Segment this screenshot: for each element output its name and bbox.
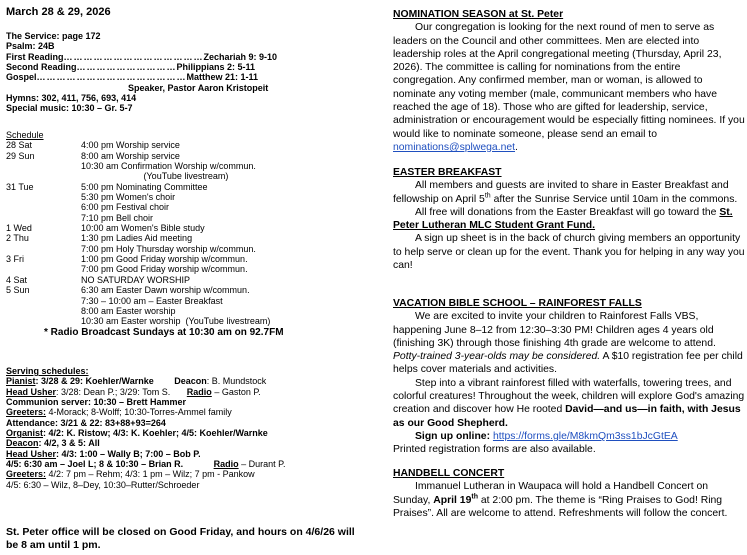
head-usher-line: Head Usher: 3/28: Dean P.; 3/29: Tom S. Radio – Gaston P.	[6, 386, 261, 397]
handbell-text: Immanuel Lutheran in Waupaca will hold a Handbell Concert on Sunday, April 19th at 2:00 pm. The theme is “Ring Praises to God! Ring Praises”. All are welcome to attend. Refreshments will follow the concert.	[393, 481, 728, 519]
grant-fund: St. Peter Lutheran MLC Student Grant Fund.	[393, 206, 733, 232]
communion-server: Communion server: 10:30 – Brett Hammer	[6, 397, 187, 408]
special-music: Special music: 10:30 – Gr. 5-7	[6, 103, 133, 114]
schedule-row	[6, 161, 356, 171]
schedule-event: 10:00 am Women's Bible study	[81, 223, 205, 234]
schedule-row	[6, 275, 356, 285]
schedule-event: 5:30 pm Women's choir	[81, 192, 176, 203]
schedule-day: 29 Sun	[6, 150, 35, 161]
schedule-row	[6, 223, 356, 233]
greeters-easter-line: 4/5: 6:30 – Wilz, 8–Dey, 10:30–Rutter/Schroeder	[6, 479, 200, 490]
schedule-event: 7:00 pm Good Friday worship w/commun.	[81, 264, 248, 275]
schedule-event: 7:30 – 10:00 am – Easter Breakfast	[81, 295, 223, 306]
schedule-day	[6, 161, 81, 171]
schedule-row	[6, 140, 356, 150]
schedule-day: 31 Tue	[6, 181, 34, 192]
schedule-day	[6, 296, 81, 306]
schedule-event: 1:00 pm Good Friday worship w/commun.	[81, 254, 248, 265]
reading-gospel: Gospel ……………………………………… Matthew 21: 1-11	[6, 72, 259, 83]
handbell-section	[393, 467, 745, 520]
schedule-row	[6, 285, 356, 295]
easter-p3: A sign up sheet is in the back of church giving members an opportunity to help serve or clean up for the event. Thank you for helping in any way you can!	[393, 233, 745, 272]
schedule-day	[6, 316, 81, 326]
easter-p1: All members and guests are invited to share in Easter Breakfast and fellowship on April 5th after the Sunrise Service until 10am in the commons.	[393, 180, 738, 205]
schedule-day: 2 Thu	[6, 233, 29, 244]
schedule-label: Schedule	[6, 130, 44, 140]
handbell-title: HANDBELL CONCERT	[393, 468, 505, 479]
schedule-row	[6, 182, 356, 192]
schedule-day	[6, 192, 81, 202]
serving-label: Serving schedules:	[6, 366, 89, 376]
vbs-p2: Step into a vibrant rainforest filled with waterfalls, towering trees, and colorful creatures! Throughout the week, children will explore God's amazing creation and discover how He rooted David—and us—in faith, with Jesus as our Good Shepherd.	[393, 377, 745, 429]
organist-line: Organist: 4/2: K. Ristow; 4/3: K. Koehler; 4/5: Koehler/Warnke	[6, 428, 268, 439]
radio-broadcast: * Radio Broadcast Sundays at 10:30 am on 92.7FM	[44, 326, 284, 338]
vbs-p1: We are excited to invite your children to Rainforest Falls VBS, happening June 8–12 from 12:30–3:30 PM! Children ages 4 years old (finishing 3K) through those finishing 4th grade are welcome to attend. Potty-trained 3-year-olds may be considered. A $10 registration fee per child helps cover materials and activities.	[393, 311, 743, 376]
vbs-signup-link[interactable]: https://forms.gle/M8kmQm3ss1bJcGtEA	[492, 430, 678, 442]
bulletin-date: March 28 & 29, 2026	[6, 6, 111, 18]
schedule-event: 1:30 pm Ladies Aid meeting	[81, 233, 193, 244]
schedule-event: 6:00 pm Festival choir	[81, 202, 170, 213]
nomination-title: NOMINATION SEASON at St. Peter	[393, 9, 564, 20]
schedule-event: NO SATURDAY WORSHIP	[81, 274, 191, 285]
vbs-section	[393, 297, 745, 457]
schedule-event: (YouTube livestream)	[81, 171, 229, 182]
schedule-row	[6, 244, 356, 254]
usher-easter-line: 4/5: 6:30 am – Joel L; 8 & 10:30 – Brian R. Radio – Durant P.	[6, 459, 286, 470]
schedule-event: 4:00 pm Worship service	[81, 140, 180, 151]
schedule-day	[6, 171, 81, 181]
greeters-line-2: Greeters: 4/2: 7 pm – Rehm; 4/3: 1 pm – Wilz; 7 pm - Pankow	[6, 469, 255, 480]
psalm: Psalm: 24B	[6, 41, 55, 52]
schedule-day	[6, 244, 81, 254]
nomination-text: Our congregation is looking for the next round of men to serve as leaders on the Council and other committees. Men are elected into leadership roles at the April congregational meeting (Thursday, April 23, 2026). The committee is calling for nominations from the entire congregation. Any confirmed member, man or woman, is allowed to nominate any voting member (male, communicant members who have reached the age of 18). Those who are gifted for leadership, service, administration or encouragement would be especially fitting nominees. If you would like to nominate someone, please send an email to nominations@splwega.net.	[393, 22, 745, 153]
greeters-line-1: Greeters: 4-Morack; 8-Wolff; 10:30-Torres-Ammel family	[6, 407, 232, 418]
service-info	[6, 31, 356, 114]
schedule-row	[6, 254, 356, 264]
schedule-row	[6, 192, 356, 202]
schedule-row	[6, 306, 356, 316]
schedule-row	[6, 213, 356, 223]
easter-p2: All free will donations from the Easter Breakfast will go toward the St. Peter Lutheran MLC Student Grant Fund.	[393, 206, 733, 232]
reading-second: Second Reading ………………………… Philippians 2: 5-11	[6, 62, 256, 73]
schedule-day: 4 Sat	[6, 274, 28, 285]
attendance: Attendance: 3/21 & 22: 83+88+93=264	[6, 417, 166, 428]
schedule-row	[6, 202, 356, 212]
vbs-signup: Sign up online: https://forms.gle/M8kmQm3ss1bJcGtEA	[415, 430, 678, 442]
service-page: The Service: page 172	[6, 31, 101, 41]
schedule-day: 5 Sun	[6, 285, 30, 296]
schedule-event: 10:30 am Confirmation Worship w/commun.	[81, 161, 256, 172]
office-closing-notice: St. Peter office will be closed on Good Friday, and hours on 4/6/26 will be 8 am until 1 pm.	[6, 526, 355, 551]
schedule-event: 10:30 am Easter worship (YouTube livestream)	[81, 316, 271, 327]
schedule-row	[6, 296, 356, 306]
head-usher-line-2: Head Usher: 4/3: 1:00 – Wally B; 7:00 – Bob P.	[6, 448, 201, 459]
schedule-row	[6, 316, 356, 326]
schedule-day	[6, 202, 81, 212]
schedule-day	[6, 264, 81, 274]
easter-breakfast-section	[393, 166, 745, 272]
schedule	[6, 130, 356, 339]
reading-first: First Reading …………………………………… Zechariah 9: 9-10	[6, 51, 278, 62]
schedule-day	[6, 306, 81, 316]
vbs-title: VACATION BIBLE SCHOOL – RAINFOREST FALLS	[393, 298, 642, 309]
schedule-event: 7:00 pm Holy Thursday worship w/commun.	[81, 243, 256, 254]
schedule-day: 3 Fri	[6, 254, 24, 265]
nomination-section	[393, 8, 745, 154]
pianist-line: Pianist: 3/28 & 29: Koehler/Warnke Deacon: B. Mundstock	[6, 376, 267, 387]
vbs-printed-forms: Printed registration forms are also available.	[393, 444, 596, 456]
schedule-row	[6, 264, 356, 274]
schedule-event: 6:30 am Easter Dawn worship w/commun.	[81, 285, 250, 296]
serving-schedules	[6, 366, 356, 490]
schedule-event: 8:00 am Worship service	[81, 150, 180, 161]
speaker: Speaker, Pastor Aaron Kristopeit	[128, 82, 269, 93]
schedule-row	[6, 233, 356, 243]
nomination-email-link[interactable]: nominations@splwega.net	[393, 141, 516, 153]
schedule-event: 8:00 am Easter worship	[81, 305, 176, 316]
schedule-event: 7:10 pm Bell choir	[81, 212, 154, 223]
schedule-day: 28 Sat	[6, 140, 33, 151]
schedule-day: 1 Wed	[6, 223, 32, 234]
schedule-event: 5:00 pm Nominating Committee	[81, 181, 208, 192]
schedule-row	[6, 151, 356, 161]
schedule-row	[6, 171, 356, 181]
schedule-day	[6, 213, 81, 223]
easter-title: EASTER BREAKFAST	[393, 167, 502, 178]
hymns: Hymns: 302, 411, 756, 693, 414	[6, 93, 137, 104]
deacon-line: Deacon: 4/2, 3 & 5: All	[6, 438, 100, 449]
